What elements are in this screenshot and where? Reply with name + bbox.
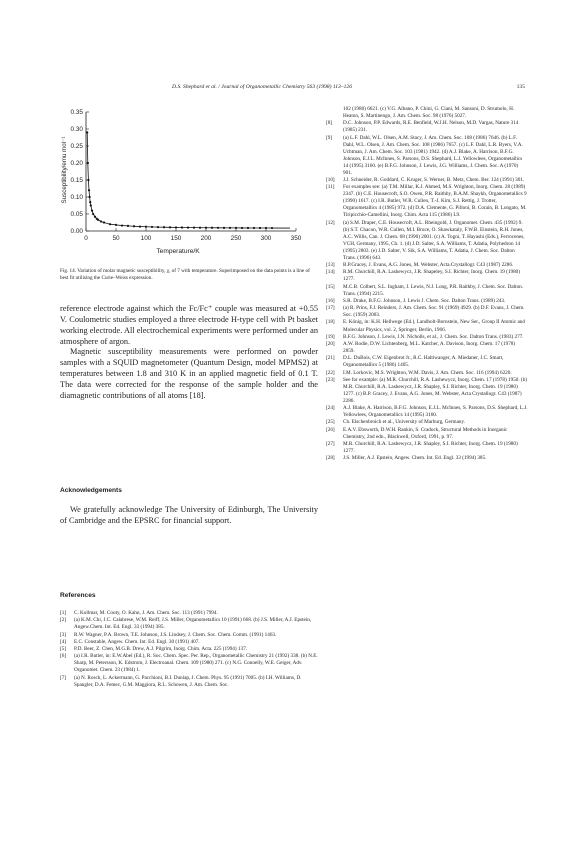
reference-text: B.P.Gracey, J. Evans, A.G. Jones, M. Webster, Acta.Crystallogr. C43 (1987) 2286. [343,262,514,269]
reference-text: (a) R. Prins, F.J. Reinders, J. Am. Chem. Soc. 91 (1969) 4929. (b) D.F. Evans, J. Chem. Soc. (1959) 2003. [343,305,525,319]
reference-text: P.D. Beer, Z. Chen, M.G.B. Drew, A.J. Pilgrim, Inorg. Chim. Acta. 225 (1994) 137. [74,645,247,652]
reference-item [326,370,528,377]
figure-caption: Fig. 14. Variation of molar magnetic susceptibility, χ, of 7 with temperature. Superimposed on the data points is a line of best fit utilising the Curie–Weiss expression. [60,268,310,282]
reference-number: [8] [326,120,333,127]
references-heading: References [60,592,96,599]
reference-text: A.J. Blake, A. Harrison, B.F.G. Johnson, E.J.L. McInnes, S. Parsons, D.S. Shephard, L.J. Yellowlees, Organometallics 14 (1995) 3160. [343,405,528,419]
reference-item [326,334,528,341]
reference-item [326,441,528,455]
reference-number: [3] [60,631,67,638]
reference-item [60,653,318,674]
reference-item [326,377,528,405]
reference-item [326,298,528,305]
reference-number: [11] [326,184,335,191]
x-tick-label: 250 [230,235,242,242]
reference-text: 102 (1980) 6621. (c) V.G. Albano, P. Chini, G. Ciani, M. Sansoni, D. Strumolo, H. Heaton, S. Martinengo, J. Am. Chem. Soc. 98 (1976) 5027. [343,106,515,120]
reference-text: J.S. Miller, A.J. Epstein, Angew. Chem. Int. Ed. Engl. 33 (1994) 385. [343,455,487,462]
reference-number: [21] [326,355,335,362]
x-tick-label: 0 [84,235,88,242]
reference-text: I.M. Lorkovic, M.S. Wrighton, W.M. Davis, J. Am. Chem. Soc. 116 (1994) 6220. [343,369,512,376]
reference-text: (a) N. Rosch, L. Ackermann, G. Pacchioni, B.I. Dunlap, J. Chem. Phys. 95 (1991) 7005. (b) I.H. Williams, D. Spangler, D.A. Femec, G.M. Maggiora, R.L. Schowen, J. Am. Chem. Soc. [74,674,302,688]
reference-text: D.C. Johnson, P.P. Edwards, R.E. Benfield, W.J.H. Nelson, M.D. Vargas, Nature 314 (1985) 231. [343,120,519,134]
reference-item [326,305,528,319]
reference-number: [22] [326,369,335,376]
reference-item [326,184,528,219]
reference-text: M.C.B. Colbert, S.L. Ingham, J. Lewis, N.J. Long, P.R. Raithby, J. Chem. Soc. Dalton. Trans. (1994) 2215. [343,283,524,297]
reference-number: [4] [60,638,67,645]
body-paragraph: reference electrode against which the Fc/Fc⁺ couple was measured at +0.55 V. Coulometric studies employed a three electrode H-type cell with Pt basket working electrode. All electrochemical experiments were performed under an atmosphere of argon. [60,304,318,346]
references-list-left [60,610,318,689]
reference-number: [14] [326,269,335,276]
reference-item [60,646,318,653]
reference-item [326,135,528,177]
acknowledgements-text: We gratefully acknowledge The University of Edinburgh, The University of Cambridge and the EPSRC for financial support. [60,505,318,525]
reference-number: [16] [326,297,335,304]
reference-item [326,419,528,426]
reference-text: A.W. Rodie, D.W. Lichtenberg, M.L. Katcher, A. Davison, Inorg. Chem. 17 (1978) 2859. [343,340,516,355]
body-text [60,304,318,401]
reference-text: (a) L.F. Dahl, W.L. Olsen, A.M. Stacy, J. Am. Chem. Soc. 108 (1986) 7646. (b) L.F. Dahl, W.L. Olsen, J. Am. Chem. Soc. 108 (1986) 7657. (c) L.F. Dahl, L.R. Byers, V.A. Uchtman, J. Am. Chem. Soc. 103 (1981) 1942. (d) A.J. Blake, A. Harrison, B.F.G. Johnson, E.J.L. McInnes, S. Parsons, D.S. Shephard, L.J. Yellowlees, Organometallics 14 (1995) 3160. (e) B.F.G. Johnson, J. Lewis, J.G. Williams, J. Chem. Soc. A (1970) 901. [343,134,523,176]
running-header [60,84,525,96]
reference-item [326,220,528,262]
reference-number: [18] [326,319,335,326]
figure-14 [60,106,318,258]
reference-item [326,284,528,298]
reference-number: [6] [60,653,67,660]
reference-text: Ch. Elschenbroich et al., University of Marburg, Germany. [343,419,466,426]
x-tick-label: 150 [170,235,182,242]
reference-text: M.R. Churchill, R.A. Lashewycz, J.R. Shapley, S.I. Richter, Inorg. Chem. 19 (1980) 1277. [343,440,518,454]
reference-text: S.R. Drake, B.F.G. Johnson, J. Lewis J. Chem. Soc. Dalton Trans. (1989) 243. [343,297,506,304]
reference-number: [13] [326,262,335,269]
reference-text: B.F.G. Johnson, J. Lewis, J.N. Nicholls, et al., J. Chem. Soc. Dalton Trans. (1983) 277. [343,333,524,340]
reference-number: [7] [60,674,67,681]
reference-text: R.M. Churchill, R.A. Lashewycz, J.R. Shapeley, S.I. Richter, Inorg. Chem. 19 (1980) 1277. [343,269,521,283]
reference-text: See for example: (a) M.R. Churchill, R.A. Lashewycz, Inorg. Chem. 17 (1978) 1950. (b) M.R. Churchill, R.A. Lashewycz, J.R. Shapley, S.I. Richter, Inorg. Chem. 19 (1980) 1277. (c) B.P. Gracey, J. Evans, A.G. Jones, M. Webster, Acta Crystallogr. C43 (1987) 2286. [343,376,528,404]
y-tick-label: 0.20 [70,160,83,168]
reference-number: [10] [326,177,335,184]
reference-text: For examples see: (a) T.M. Millar, K.J. Ahmed, M.S. Wrighton, Inorg. Chem. 28 (1989) 2347. (b) C.E. Housecroft, S.O. Owen, P.R. Raithby, B.A.M. Shaykh, Organometallics 9 (1990) 1617. (c) I.R. Butler, W.R. Cullen, T.-J. Kim, S.J. Rettig, J. Trotter, Organometallics 4 (1985) 972. (d) D.A. Clemente, G. Pilloni, B. Corain, B. Longato, M. Tiripicchio-Camellini, Inorg. Chim. Acta 115 (1986) L9. [343,184,527,219]
reference-item [326,405,528,419]
acknowledgements-heading: Acknowledgements [60,487,122,494]
y-tick-label: 0.35 [70,109,83,117]
body-paragraph: Magnetic susceptibility measurements were performed on powder samples with a SQUID magnetometer (Quantum Design, model MPMS2) at temperatures between 1.8 and 310 K in an applied magnetic field of 0.1 T. The data were corrected for the response of the sample holder and the diamagnetic contributions of all atoms [18]. [60,347,318,400]
reference-text: E.A.V. Ebsworth, D.W.H. Rankin, S. Cradock, Structural Methods in Inorganic Chemistry, 2nd edn., Blackwell, Oxford, 1991, p. 97. [343,426,508,440]
reference-number: [27] [326,440,335,447]
reference-item [326,455,528,462]
susceptibility-chart [60,106,318,258]
x-tick-label: 50 [112,235,120,242]
y-tick-label: 0.00 [70,228,83,236]
fit-line [87,132,290,228]
reference-number: [19] [326,333,335,340]
reference-item [60,610,318,617]
reference-item [326,106,528,120]
x-tick-label: 100 [140,235,152,242]
y-tick-label: 0.30 [70,126,83,134]
left-column [60,106,318,401]
reference-number: [17] [326,305,335,312]
reference-item [326,355,528,369]
x-tick-label: 350 [290,235,302,242]
x-tick-label: 200 [200,235,212,242]
reference-item [60,632,318,639]
reference-text: C. Kollmar, M. Couty, O. Kahn, J. Am. Chem. Soc. 113 (1991) 7994. [74,610,218,616]
x-tick-label: 300 [260,235,272,242]
reference-text: (a) I.R. Butler, in: E.W.Abel (Ed.), R. Soc. Chem. Spec. Per. Rep., Organometallic Chemistry 21 (1992) 338. (b) N.E. Sharp, M. Petersson, K. Edstrom, J. Electroanal. Chem. 109 (1980) 271. (c) N.G. Connelly, W.E. Geiger, Adv. Organomet. Chem. 23 (1984) 1. [74,653,318,674]
x-axis-label: Temperature/K [156,248,200,255]
reference-text: J.J. Schneider, R. Goddard, C. Kruger, S. Werner, B. Metz, Chem. Ber. 124 (1991) 301. [343,177,525,184]
y-tick-label: 0.15 [70,177,83,185]
chart-ticks [71,109,302,242]
references-list-right [326,106,528,462]
reference-number: [15] [326,283,335,290]
reference-number: [9] [326,134,333,141]
reference-number: [1] [60,610,67,616]
reference-item [60,639,318,646]
reference-text: E. König, in: K.H. Hellwege (Ed.), Landholt-Bornstein, New Ser., Group II Atomic and Molecular Physics, vol. 2, Springer, Berlin, 1966. [343,319,525,333]
reference-text: E.C. Constable, Angew. Chem. Int. Ed. Engl. 30 (1991) 407. [74,638,200,645]
page-number: 135 [516,84,525,90]
y-tick-label: 0.25 [70,143,83,151]
reference-item [60,675,318,689]
y-tick-label: 0.10 [70,194,83,202]
reference-item [326,319,528,333]
reference-text: (a) S.M. Draper, C.E. Housecroft, A.L. Rheingold, J. Organomet. Chem. 435 (1992) 9. (b) S.T. Chacon, W.R. Cullen, M.I. Bruce, O. Shawkataly, F.W.B. Einstein, R.H. Jones, A.C. Willis, Can. J. Chem. 68 (1990) 2001. (c) A. Togni, T. Hayashi (Eds.), Ferrocenes, VCH, Germany, 1995, Ch. 1. (d) J.D. Salter, S.A. Williams, T. Adatia, Polyhedron 14 (1995) 2803. (e) J.D. Salter, V. Sik, S.A. Williams, T. Adatia, J. Chem. Soc. Dalton Trans. (1996) 643. [343,219,525,261]
reference-item [326,269,528,283]
reference-number: [20] [326,340,335,347]
reference-number: [2] [60,617,67,624]
reference-number: [5] [60,645,67,652]
reference-item [326,120,528,134]
running-title: D.S. Shephard et al. / Journal of Organometallic Chemistry 563 (1998) 113–126 [172,84,353,90]
reference-item [326,427,528,441]
reference-number: [23] [326,376,335,383]
reference-number: [26] [326,426,335,433]
chart-series [86,131,290,229]
reference-number: [24] [326,405,335,412]
y-tick-label: 0.05 [70,211,83,219]
acknowledgements-section [60,505,318,527]
reference-number: [12] [326,219,335,226]
reference-item [326,341,528,355]
y-axis-label: Susceptibility/emu mol⁻¹ [61,136,68,204]
chart-axes [86,112,296,231]
reference-text: R.W. Wagner, P.A. Brown, T.E. Johnson, J.S. Lindsey, J. Chem. Soc. Chem. Comm. (1991) 1463. [74,631,277,638]
reference-text: (a) K.M. Chi, J.C. Calabrese, W.M. Reiff, J.S. Miller, Organometallics 10 (1991) 668. (b) J.S. Miller, A.J. Epstein, Angew.Chem. Int. Ed. Engl. 33 (1994) 385. [74,617,312,631]
reference-text: D.L. DuBois, C.W. Eigenbrot Jr., R.C. Haltiwanger, A. Miedaner, J.C. Smart, Organometallics 5 (1986) 1405. [343,355,504,369]
reference-number: [25] [326,419,335,426]
reference-number: [28] [326,455,335,462]
reference-item [60,617,318,631]
